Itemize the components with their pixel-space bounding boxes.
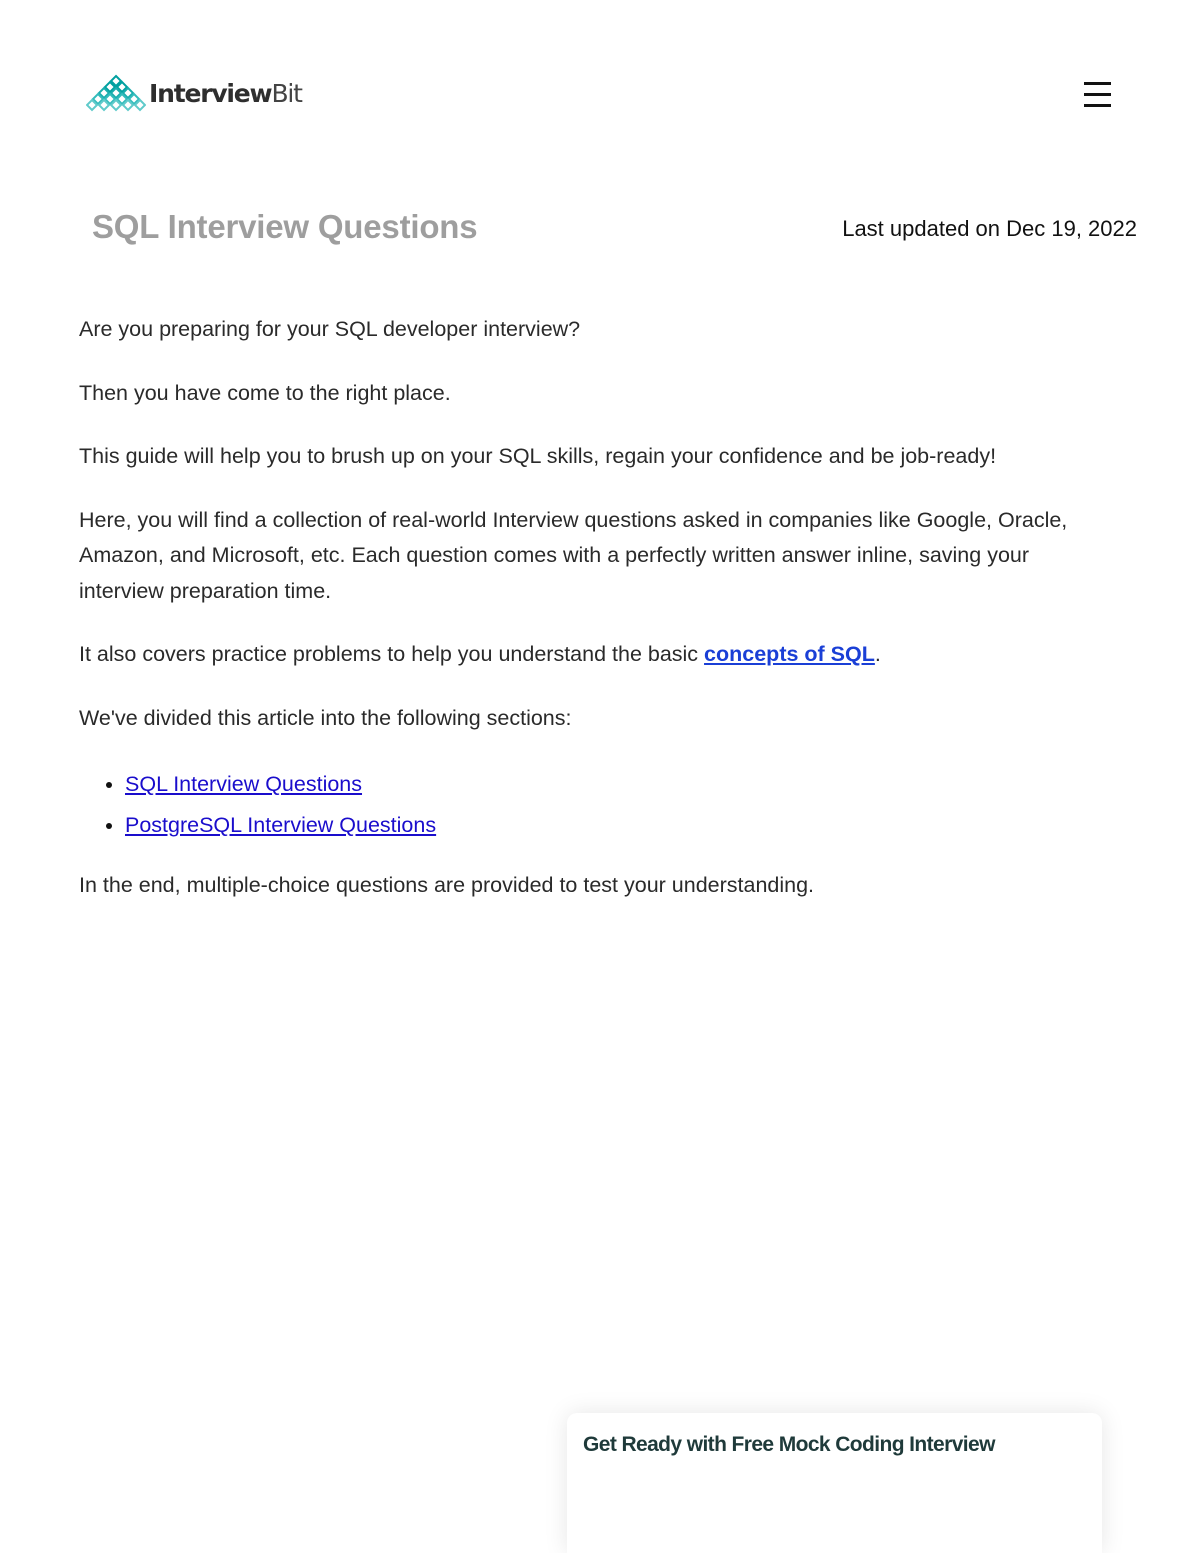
concepts-suffix: . xyxy=(874,642,881,666)
mock-interview-title: Get Ready with Free Mock Coding Interview xyxy=(583,1433,995,1456)
logo-text-light: Bit xyxy=(271,79,302,108)
sections-list xyxy=(79,764,1109,846)
interviewbit-logo[interactable] xyxy=(86,72,302,116)
logo-text-bold: Interview xyxy=(149,79,272,108)
closing-paragraph: In the end, multiple-choice questions are provided to test your understanding. xyxy=(79,873,815,897)
concepts-prefix: It also covers practice problems to help you understand the basic xyxy=(79,642,705,666)
sections-intro: We've divided this article into the following sections: xyxy=(79,705,572,730)
site-header xyxy=(0,0,1200,160)
postgresql-interview-questions-link[interactable]: PostgreSQL Interview Questions xyxy=(125,813,437,837)
list-item xyxy=(125,805,1109,846)
intro-paragraph-2: Then you have come to the right place. xyxy=(79,380,451,405)
logo-wordmark xyxy=(149,72,302,116)
concepts-paragraph xyxy=(79,637,1109,673)
sql-interview-questions-link[interactable]: SQL Interview Questions xyxy=(125,772,363,796)
page-title: SQL Interview Questions xyxy=(92,208,478,245)
menu-bar-top xyxy=(1084,82,1111,85)
logo-diamond-icon xyxy=(86,74,146,114)
last-updated-date: Last updated on Dec 19, 2022 xyxy=(842,216,1137,241)
article-body xyxy=(79,312,1109,932)
menu-bar-middle xyxy=(1084,93,1111,96)
intro-paragraph-3: This guide will help you to brush up on your SQL skills, regain your confidence and be job-ready! xyxy=(79,444,997,468)
intro-paragraph-4: Here, you will find a collection of real-world Interview questions asked in companies like Google, Oracle, Amazon, and Microsoft, etc. Each question comes with a perfectly written answer inline, saving your interview preparation time. xyxy=(79,507,1068,603)
menu-bar-bottom xyxy=(1084,104,1111,107)
intro-paragraph-1: Are you preparing for your SQL developer interview? xyxy=(79,317,581,341)
list-item xyxy=(125,764,1109,805)
mock-interview-card[interactable] xyxy=(567,1413,1102,1553)
hamburger-menu-icon[interactable] xyxy=(1080,76,1116,112)
concepts-of-sql-link[interactable]: concepts of SQL xyxy=(704,642,875,666)
